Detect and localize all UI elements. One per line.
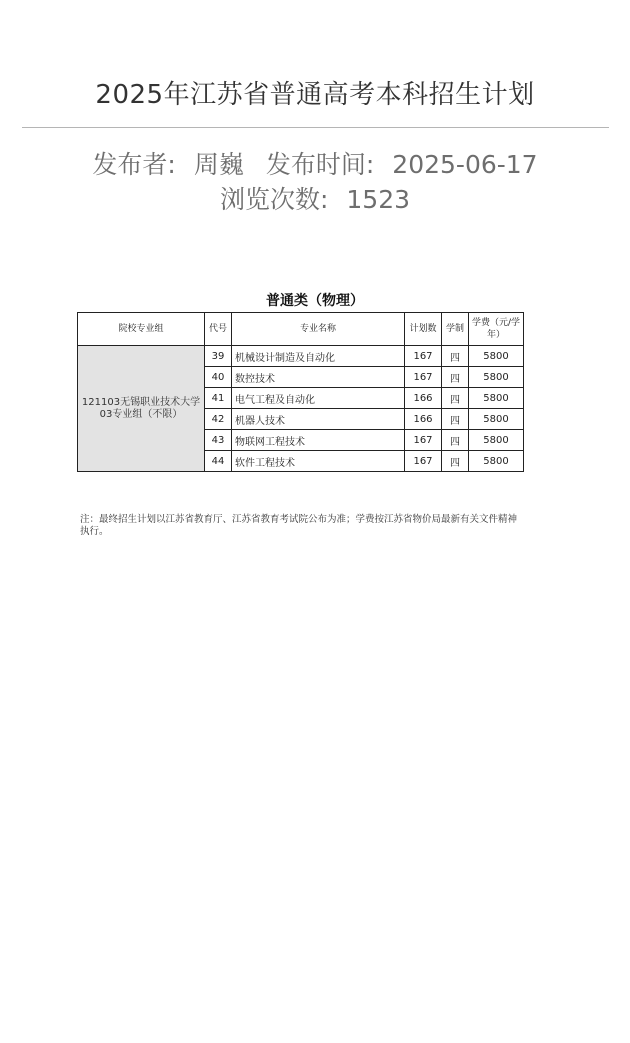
major-cell: 电气工程及自动化 — [232, 388, 405, 409]
views-count: 1523 — [346, 185, 411, 214]
header-group: 院校专业组 — [78, 313, 205, 346]
fee-cell: 5800 — [469, 367, 524, 388]
code-cell: 44 — [205, 451, 232, 472]
code-cell: 39 — [205, 346, 232, 367]
footnote: 注：最终招生计划以江苏省教育厅、江苏省教育考试院公布为准；学费按江苏省物价局最新有关文件精神执行。 — [80, 514, 518, 537]
code-cell: 42 — [205, 409, 232, 430]
duration-cell: 四 — [442, 409, 469, 430]
fee-cell: 5800 — [469, 409, 524, 430]
fee-cell: 5800 — [469, 430, 524, 451]
plan-cell: 167 — [405, 346, 442, 367]
code-cell: 40 — [205, 367, 232, 388]
plan-cell: 167 — [405, 430, 442, 451]
plan-cell: 166 — [405, 388, 442, 409]
header-major: 专业名称 — [232, 313, 405, 346]
plan-cell: 167 — [405, 367, 442, 388]
major-cell: 机器人技术 — [232, 409, 405, 430]
plan-cell: 167 — [405, 451, 442, 472]
fee-cell: 5800 — [469, 388, 524, 409]
group-name-cell: 121103无锡职业技术大学03专业组（不限） — [78, 346, 205, 472]
publish-time-label: 发布时间: — [265, 150, 375, 179]
table-header-row — [78, 313, 524, 346]
title-divider — [22, 127, 609, 128]
major-cell: 数控技术 — [232, 367, 405, 388]
view-meta — [0, 180, 630, 216]
publisher-name: 周巍 — [193, 150, 244, 179]
major-cell: 软件工程技术 — [232, 451, 405, 472]
header-plan: 计划数 — [405, 313, 442, 346]
table-caption: 普通类（物理） — [266, 293, 364, 309]
duration-cell: 四 — [442, 388, 469, 409]
code-cell: 41 — [205, 388, 232, 409]
page-title: 2025年江苏省普通高考本科招生计划 — [95, 80, 535, 110]
duration-cell: 四 — [442, 430, 469, 451]
code-cell: 43 — [205, 430, 232, 451]
header-duration: 学制 — [442, 313, 469, 346]
publish-meta — [0, 145, 630, 181]
duration-cell: 四 — [442, 451, 469, 472]
duration-cell: 四 — [442, 367, 469, 388]
major-cell: 机械设计制造及自动化 — [232, 346, 405, 367]
views-label: 浏览次数: — [219, 185, 329, 214]
header-fee: 学费（元/学年） — [469, 313, 524, 346]
publish-time: 2025-06-17 — [392, 150, 538, 179]
plan-cell: 166 — [405, 409, 442, 430]
enrollment-plan-table — [77, 312, 524, 472]
table-row — [78, 346, 524, 367]
fee-cell: 5800 — [469, 346, 524, 367]
duration-cell: 四 — [442, 346, 469, 367]
fee-cell: 5800 — [469, 451, 524, 472]
publisher-label: 发布者: — [92, 150, 176, 179]
major-cell: 物联网工程技术 — [232, 430, 405, 451]
header-code: 代号 — [205, 313, 232, 346]
